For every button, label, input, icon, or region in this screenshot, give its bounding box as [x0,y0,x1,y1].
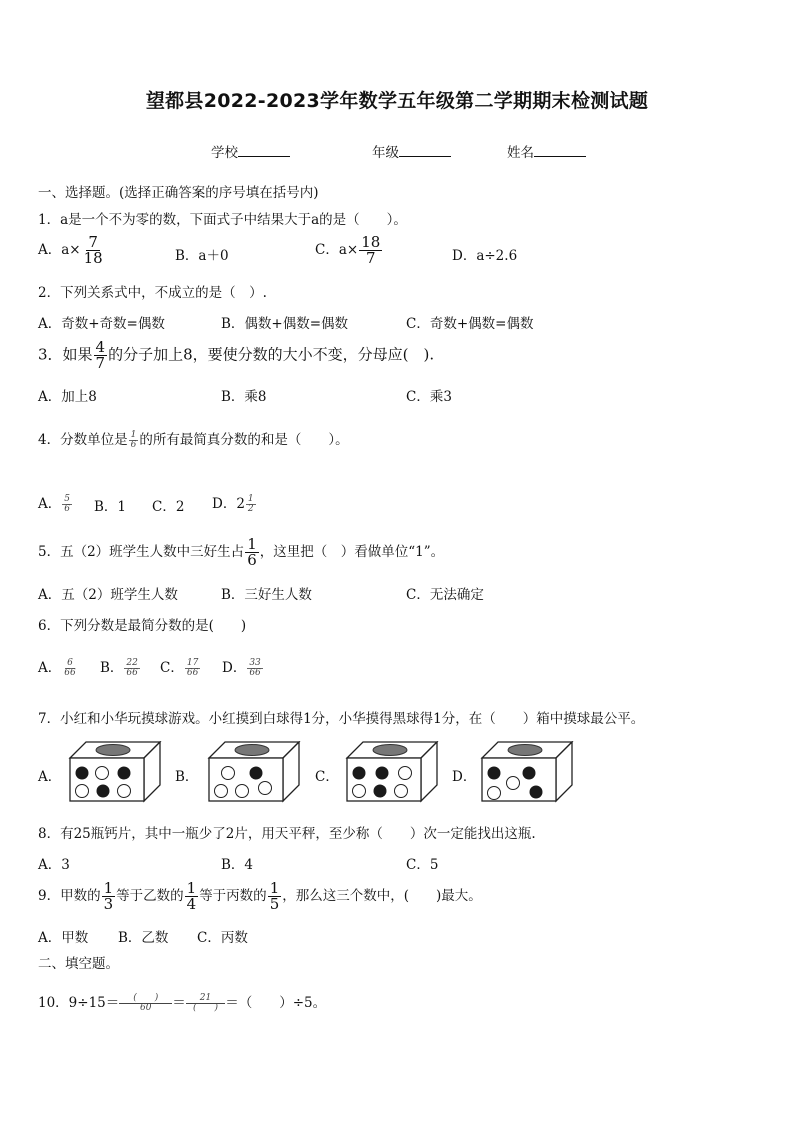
question-9-stem: 9．甲数的 $\frac{1}{3}$ 等于乙数的 $\frac{1}{4}$ 等于丙数的 $\frac{1}{5}$ ，那么这三个数中，( )最大。 [38,879,482,913]
page-title: 望都县2022-2023学年数学五年级第二学期期末检测试题 [145,90,649,112]
q2-option-c[interactable]: C．奇数+偶数=偶数 [406,316,534,332]
ball-box-b[interactable] [205,741,301,803]
fraction: $\frac{17}{66}$ [186,658,199,678]
ball-box-d[interactable] [478,741,574,803]
q4-option-a[interactable]: A． $\frac{5}{6}$ [38,494,70,514]
fraction: $\frac{1}{6}$ [130,430,137,450]
q1-option-c[interactable]: C．a× $\frac{18}{7}$ [315,233,381,267]
q9-option-c[interactable]: C．丙数 [197,930,248,946]
q5-option-b[interactable]: B．三好生人数 [221,587,312,603]
q6-option-c[interactable]: C． $\frac{17}{66}$ [160,658,199,678]
fraction: $\frac{7}{18}$ [83,233,103,267]
q5-option-c[interactable]: C．无法确定 [406,587,484,603]
fraction: $\frac{1}{2}$ [247,494,254,514]
fraction: $\frac{18}{7}$ [361,233,381,267]
grade-field[interactable]: 年级 [372,141,451,161]
fraction: $\frac{1}{6}$ [247,535,257,569]
question-1-stem: 1．a是一个不为零的数，下面式子中结果大于a的是（ ）。 [38,212,407,228]
school-field[interactable]: 学校 [211,141,290,161]
q3-option-a[interactable]: A．加上8 [38,389,97,405]
question-3-stem: 3．如果 $\frac{4}{7}$ 的分子加上8，要使分数的大小不变，分母应( ). [38,338,435,372]
q2-option-b[interactable]: B．偶数+偶数=偶数 [221,316,349,332]
q7-option-b[interactable]: B． [175,769,199,785]
fraction: $\frac{33}{66}$ [249,658,261,678]
q2-option-a[interactable]: A．奇数+奇数=偶数 [38,316,165,332]
fraction: $\frac{1}{5}$ [269,879,280,913]
q8-option-b[interactable]: B．4 [221,857,254,873]
q1-option-a[interactable]: A．a× $\frac{7}{18}$ [38,233,103,267]
fraction: $\frac{1}{4}$ [186,879,197,913]
fraction: $\frac{6}{66}$ [64,658,76,678]
q4-option-d[interactable]: D．2 $\frac{1}{2}$ [212,494,254,514]
q7-option-a[interactable]: A． [38,769,62,785]
q7-option-d[interactable]: D． [452,769,477,785]
q6-option-a[interactable]: A． $\frac{6}{66}$ [38,658,76,678]
fraction: $\frac{22}{66}$ [126,658,138,678]
question-2-stem: 2．下列关系式中，不成立的是（ ）. [38,285,267,301]
question-8-stem: 8．有25瓶钙片，其中一瓶少了2片，用天平秤，至少称（ ）次一定能找出这瓶. [38,826,536,842]
q1-option-b[interactable]: B．a＋0 [175,248,229,264]
q1-option-d[interactable]: D．a÷2.6 [452,248,518,264]
q3-option-b[interactable]: B．乘8 [221,389,267,405]
section-heading-fill: 二、填空题。 [38,956,119,972]
q5-option-a[interactable]: A．五（2）班学生人数 [38,587,178,603]
q3-option-c[interactable]: C．乘3 [406,389,452,405]
q8-option-c[interactable]: C．5 [406,857,439,873]
q9-option-a[interactable]: A．甲数 [38,930,89,946]
question-7-stem: 7．小红和小华玩摸球游戏。小红摸到白球得1分，小华摸得黑球得1分，在（ ）箱中摸球最公平。 [38,711,645,727]
q4-option-c[interactable]: C．2 [152,499,185,515]
section-heading-choice: 一、选择题。(选择正确答案的序号填在括号内) [38,185,319,201]
ball-box-a[interactable] [66,741,162,803]
question-6-stem: 6．下列分数是最简分数的是( ) [38,618,247,634]
q9-option-b[interactable]: B．乙数 [118,930,169,946]
question-5-stem: 5．五（2）班学生人数中三好生占 $\frac{1}{6}$ ，这里把（ ）看做单位“1”。 [38,535,445,569]
question-10-stem: 10．9÷15＝ $\frac{( )}{60}$ ＝ $\frac{21}{( )}$ ＝（ ）÷5。 [38,993,327,1013]
q7-option-c[interactable]: C． [315,769,339,785]
q6-option-d[interactable]: D． $\frac{33}{66}$ [222,658,261,678]
fraction-blank[interactable]: $\frac{21}{( )}$ [186,994,225,1013]
question-4-stem: 4．分数单位是 $\frac{1}{6}$ 的所有最简真分数的和是（ ）。 [38,430,349,450]
name-field[interactable]: 姓名 [507,141,586,161]
ball-box-c[interactable] [343,741,439,803]
fraction: $\frac{4}{7}$ [95,338,106,372]
fraction: $\frac{1}{3}$ [103,879,114,913]
fraction: $\frac{5}{6}$ [64,494,70,514]
q4-option-b[interactable]: B．1 [94,499,127,515]
fraction-blank[interactable]: $\frac{( )}{60}$ [119,994,172,1013]
q8-option-a[interactable]: A．3 [38,857,70,873]
q6-option-b[interactable]: B． $\frac{22}{66}$ [100,658,138,678]
